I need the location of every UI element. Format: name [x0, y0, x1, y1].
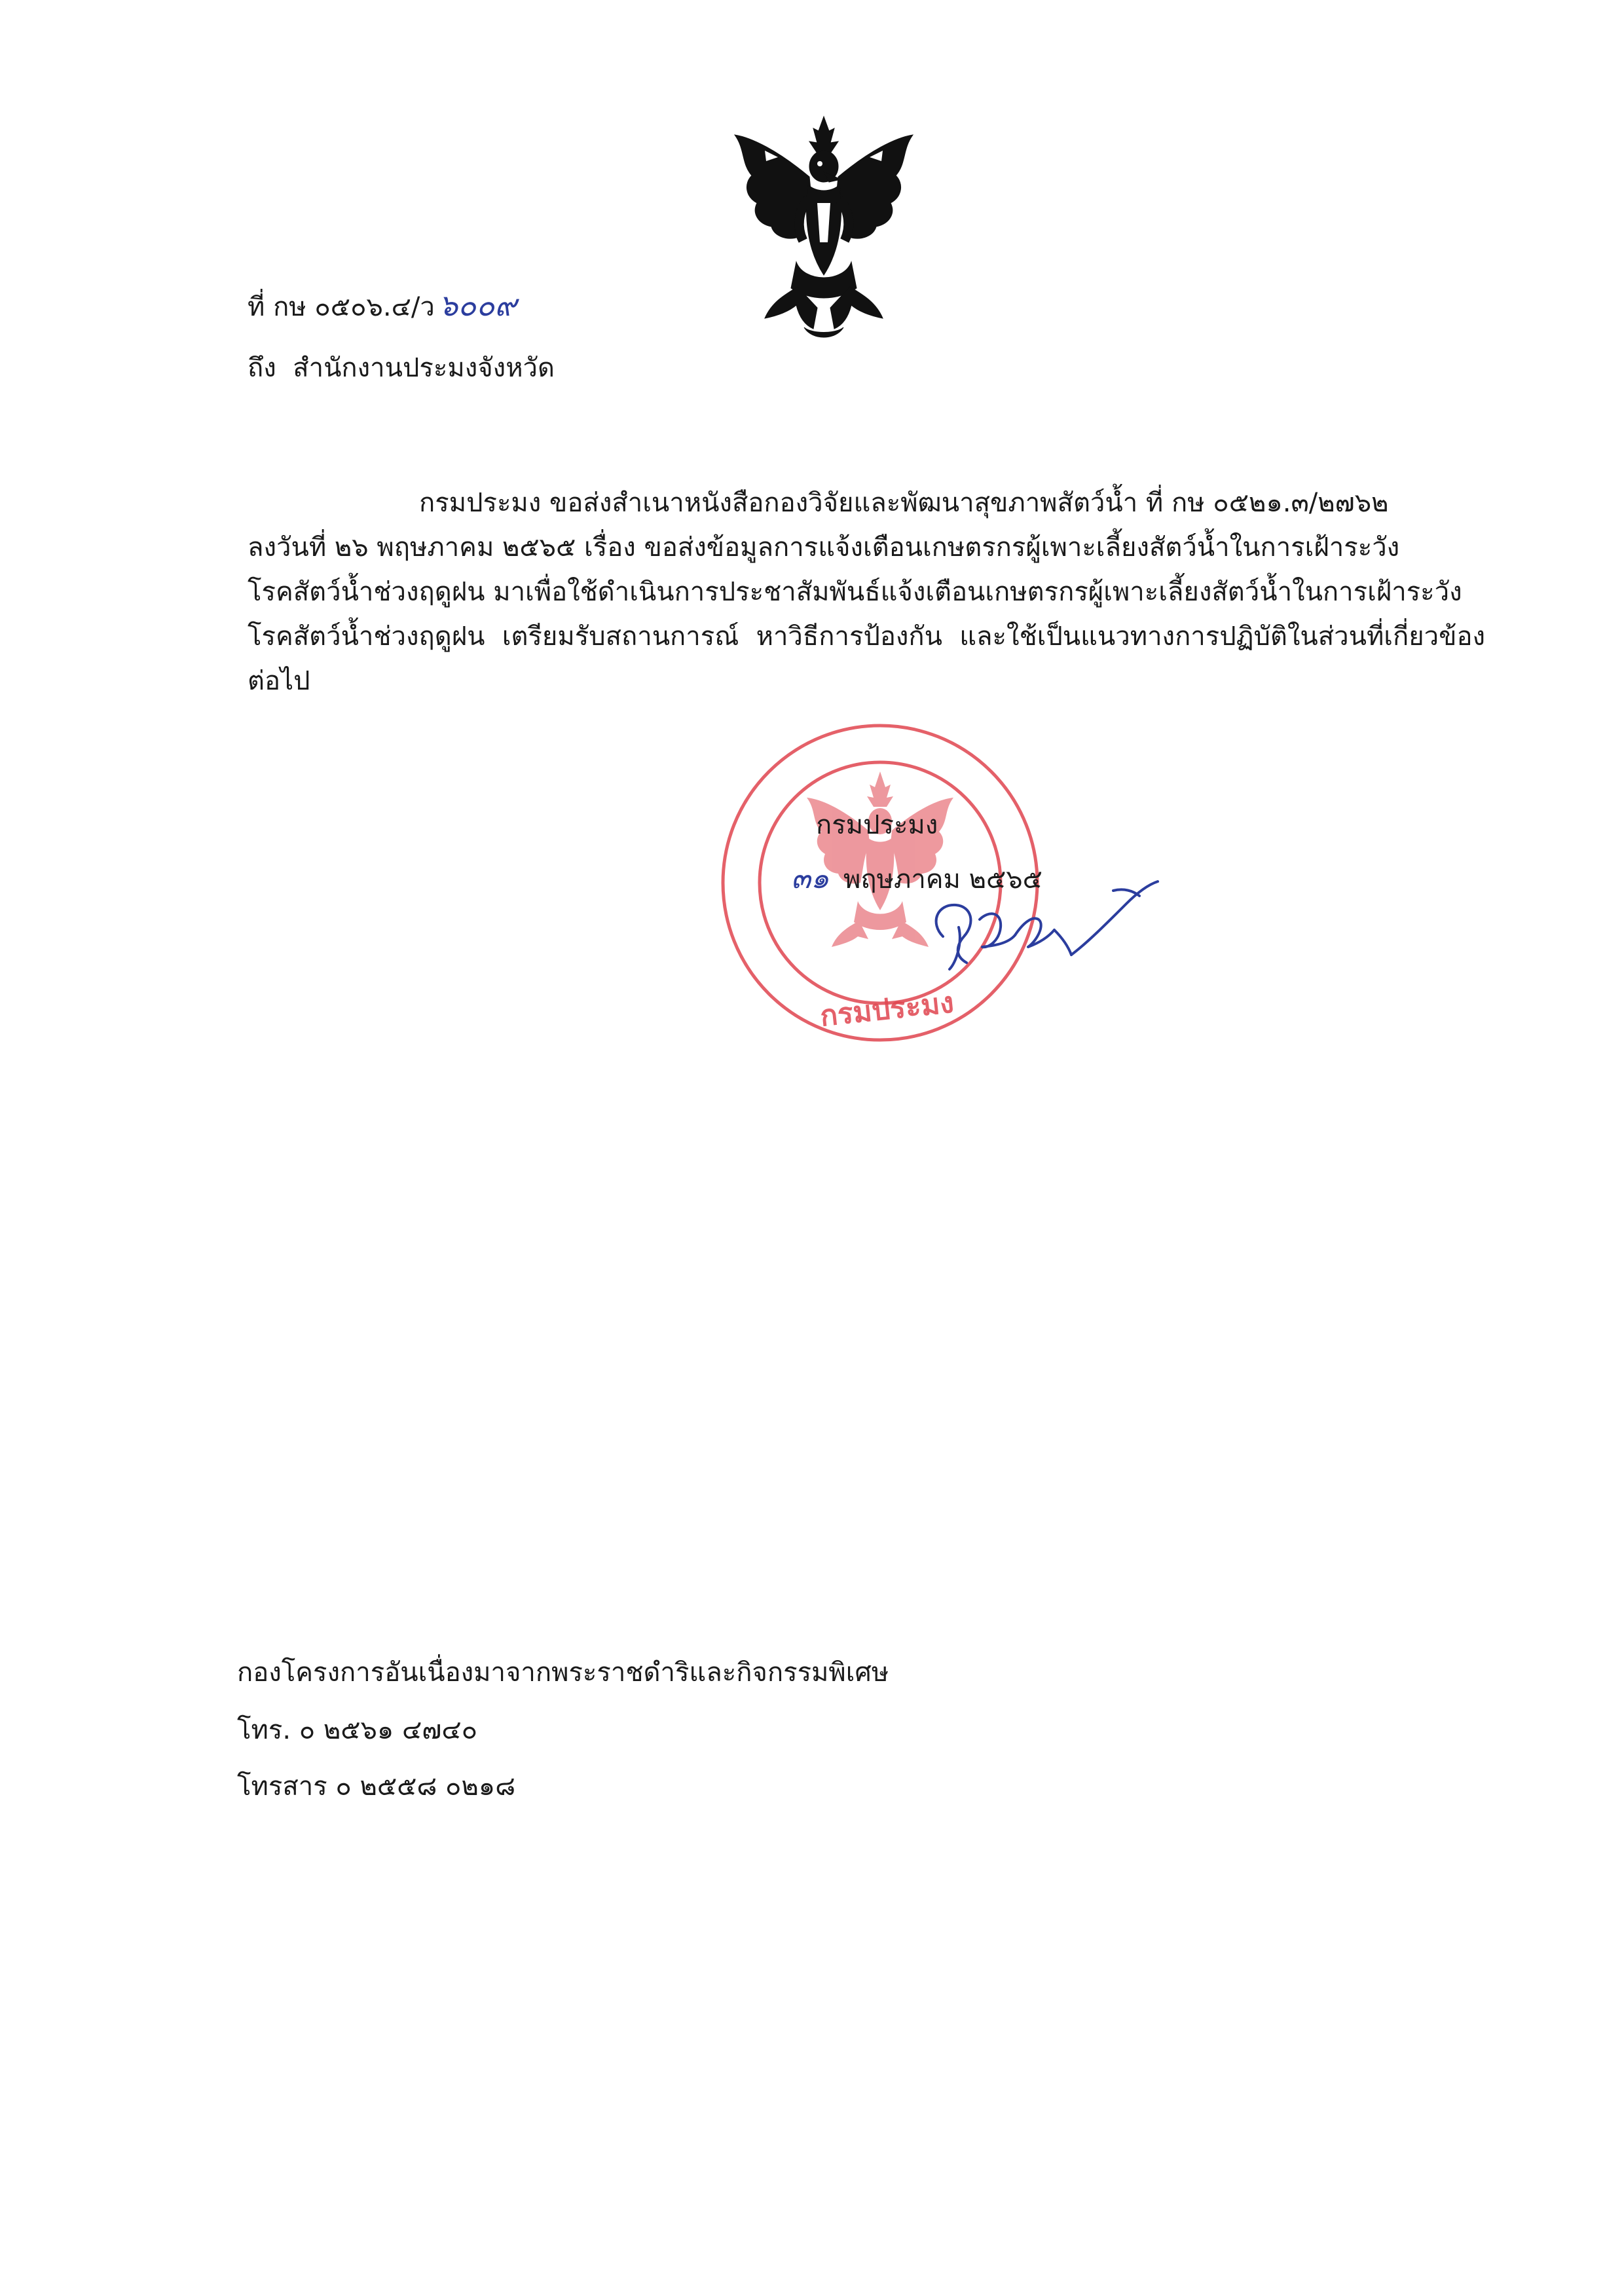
- body-line-4: โรคสัตว์น้ำช่วงฤดูฝน เตรียมรับสถานการณ์ หาวิธีการป้องกัน และใช้เป็นแนวทางการปฏิบัติในส่วนที่เกี่ยวข้องต่อไป: [248, 621, 1485, 696]
- body-line-1: กรมประมง ขอส่งสำเนาหนังสือกองวิจัยและพัฒนาสุขภาพสัตว์น้ำ ที่ กษ ๐๕๒๑.๓/๒๗๖๒: [419, 488, 1389, 518]
- reference-handwritten-number: ๖๐๐๙: [438, 287, 517, 323]
- garuda-emblem-icon: [726, 111, 922, 347]
- footer-telephone: โทร. ๐ ๒๕๖๑ ๔๗๔๐: [237, 1715, 478, 1745]
- signature-month-year: พฤษภาคม ๒๕๖๕: [843, 864, 1043, 895]
- footer-fax: โทรสาร ๐ ๒๕๕๘ ๐๒๑๘: [237, 1771, 516, 1802]
- footer-division: กองโครงการอันเนื่องมาจากพระราชดำริและกิจกรรมพิเศษ: [237, 1657, 889, 1688]
- body-paragraph: [248, 481, 1485, 703]
- to-value: สำนักงานประมงจังหวัด: [293, 353, 555, 383]
- body-line-3: โรคสัตว์น้ำช่วงฤดูฝน มาเพื่อใช้ดำเนินการประชาสัมพันธ์แจ้งเตือนเกษตรกรผู้เพาะเลี้ยงสัตว์น้ำในการเฝ้าระวัง: [248, 577, 1462, 607]
- signatory-organization: กรมประมง: [816, 810, 938, 840]
- to-label: ถึง: [248, 353, 276, 383]
- reference-prefix: ที่ กษ ๐๕๐๖.๔/ว: [248, 292, 435, 322]
- handwritten-signature: [917, 864, 1205, 982]
- body-line-2: ลงวันที่ ๒๖ พฤษภาคม ๒๕๖๕ เรื่อง ขอส่งข้อมูลการแจ้งเตือนเกษตรกรผู้เพาะเลี้ยงสัตว์น้ำในการเฝ้าระวัง: [248, 532, 1400, 563]
- signature-day-handwritten: ๓๑: [791, 862, 830, 895]
- addressee-line: [248, 350, 555, 386]
- stamp-text: กรมประมง: [818, 986, 956, 1033]
- reference-number: [248, 287, 517, 325]
